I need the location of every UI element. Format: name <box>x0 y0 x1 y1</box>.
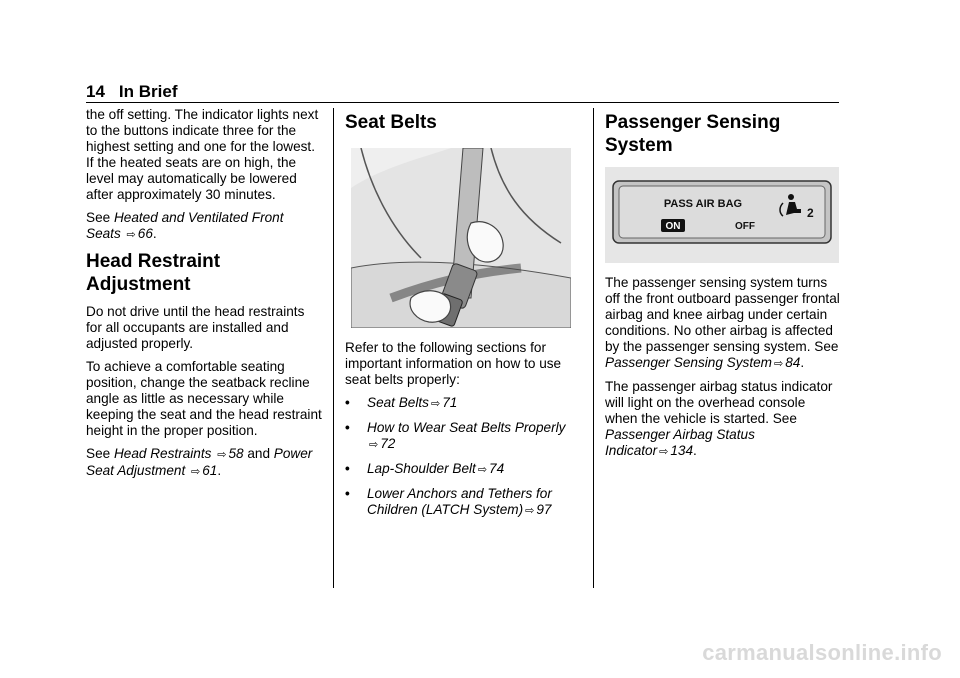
off-label: OFF <box>735 221 755 232</box>
page-ref-72[interactable]: 72 <box>380 436 396 451</box>
page-ref-icon: ⇨ <box>126 229 136 241</box>
page-ref-icon: ⇨ <box>369 439 379 451</box>
bullet-glyph: • <box>345 395 350 410</box>
page-ref-icon: ⇨ <box>217 449 227 461</box>
page-ref-icon: ⇨ <box>774 358 784 370</box>
passenger-sensing-para1: The passenger sensing system turns off the front outboard passenger frontal airbag and knee airbag under certain conditions. No other airbag is affected by the passenger sensing system. See Passenger Sensing System ⇨ 84. <box>605 275 840 370</box>
page-ref-icon: ⇨ <box>525 505 535 517</box>
link-seat-belts[interactable]: Seat Belts <box>367 395 429 410</box>
heading-passenger-sensing: Passenger Sensing System <box>605 112 781 156</box>
icon-number: 2 <box>807 206 814 220</box>
heated-seats-text: the off setting. The indicator lights next to the buttons indicate three for the highest setting and one for the lowest. If the heated seats are on high, the level may automatically be lowered after approximately 30 minutes. <box>86 107 319 202</box>
list-item <box>345 461 581 478</box>
on-label: ON <box>665 221 681 232</box>
list-item <box>345 420 581 453</box>
panel-title: PASS AIR BAG <box>663 198 743 210</box>
page-ref-71[interactable]: 71 <box>442 395 458 410</box>
page-number: 14 <box>86 82 105 101</box>
link-airbag-status[interactable]: Passenger Airbag Status Indicator <box>605 427 755 458</box>
link-head-restraints[interactable]: Head Restraints <box>113 446 212 461</box>
page-ref-icon: ⇨ <box>659 446 669 458</box>
seat-belts-intro: Refer to the following sections for important information on how to use seat belts properly: <box>345 340 562 387</box>
airbag-panel-illustration <box>605 167 839 263</box>
heading-head-restraint: Head Restraint Adjustment <box>86 251 221 295</box>
section-title: In Brief <box>118 82 178 101</box>
link-how-to-wear[interactable]: How to Wear Seat Belts Properly <box>367 420 566 435</box>
list-item <box>345 486 581 519</box>
column-2 <box>345 107 581 527</box>
column-divider-1 <box>333 108 334 588</box>
see-head-restraints: See Head Restraints ⇨ 58 and Power Seat Adjustment ⇨ 61. <box>86 446 313 478</box>
page-ref-74[interactable]: 74 <box>489 461 505 476</box>
bullet-glyph: • <box>345 461 350 476</box>
seat-belt-illustration <box>351 148 571 328</box>
link-passenger-sensing[interactable]: Passenger Sensing System <box>605 355 772 370</box>
page-ref-icon: ⇨ <box>430 398 441 410</box>
link-power-seat[interactable]: Power Seat Adjustment <box>86 446 313 478</box>
list-item <box>345 395 581 412</box>
see-heated-seats: See Heated and Ventilated Front Seats ⇨ 66. <box>86 210 284 241</box>
page-ref-61[interactable]: 61 <box>202 463 218 478</box>
heading-seat-belts: Seat Belts <box>345 112 437 133</box>
passenger-sensing-para2: The passenger airbag status indicator will light on the overhead console when the vehicle is started. See Passenger Airbag Status Indicator ⇨ 134. <box>605 379 833 458</box>
column-1 <box>86 107 322 487</box>
head-restraint-para2: To achieve a comfortable seating position, change the seatback recline angle as little as necessary while keeping the seat and the head restraint height in the proper position. <box>86 359 322 438</box>
page-ref-97[interactable]: 97 <box>536 502 552 517</box>
link-latch[interactable]: Lower Anchors and Tethers for Children (LATCH System) <box>367 486 552 517</box>
bullet-glyph: • <box>345 420 350 435</box>
header-rule <box>86 102 839 103</box>
link-heated-seats[interactable]: Heated and Ventilated Front Seats <box>86 210 284 241</box>
link-lap-shoulder[interactable]: Lap-Shoulder Belt <box>367 461 476 476</box>
page-ref-134[interactable]: 134 <box>670 443 694 458</box>
page-ref-icon: ⇨ <box>477 464 488 476</box>
page-ref-84[interactable]: 84 <box>785 355 801 370</box>
head-restraint-para1: Do not drive until the head restraints for all occupants are installed and adjusted properly. <box>86 304 305 351</box>
column-divider-2 <box>593 108 594 588</box>
page-ref-icon: ⇨ <box>191 466 201 478</box>
bullet-glyph: • <box>345 486 350 501</box>
page-header <box>86 82 177 102</box>
page-ref-58[interactable]: 58 <box>228 446 244 461</box>
page-ref-66[interactable]: 66 <box>137 226 153 241</box>
watermark: carmanualsonline.info <box>702 640 942 665</box>
column-3 <box>605 107 841 467</box>
